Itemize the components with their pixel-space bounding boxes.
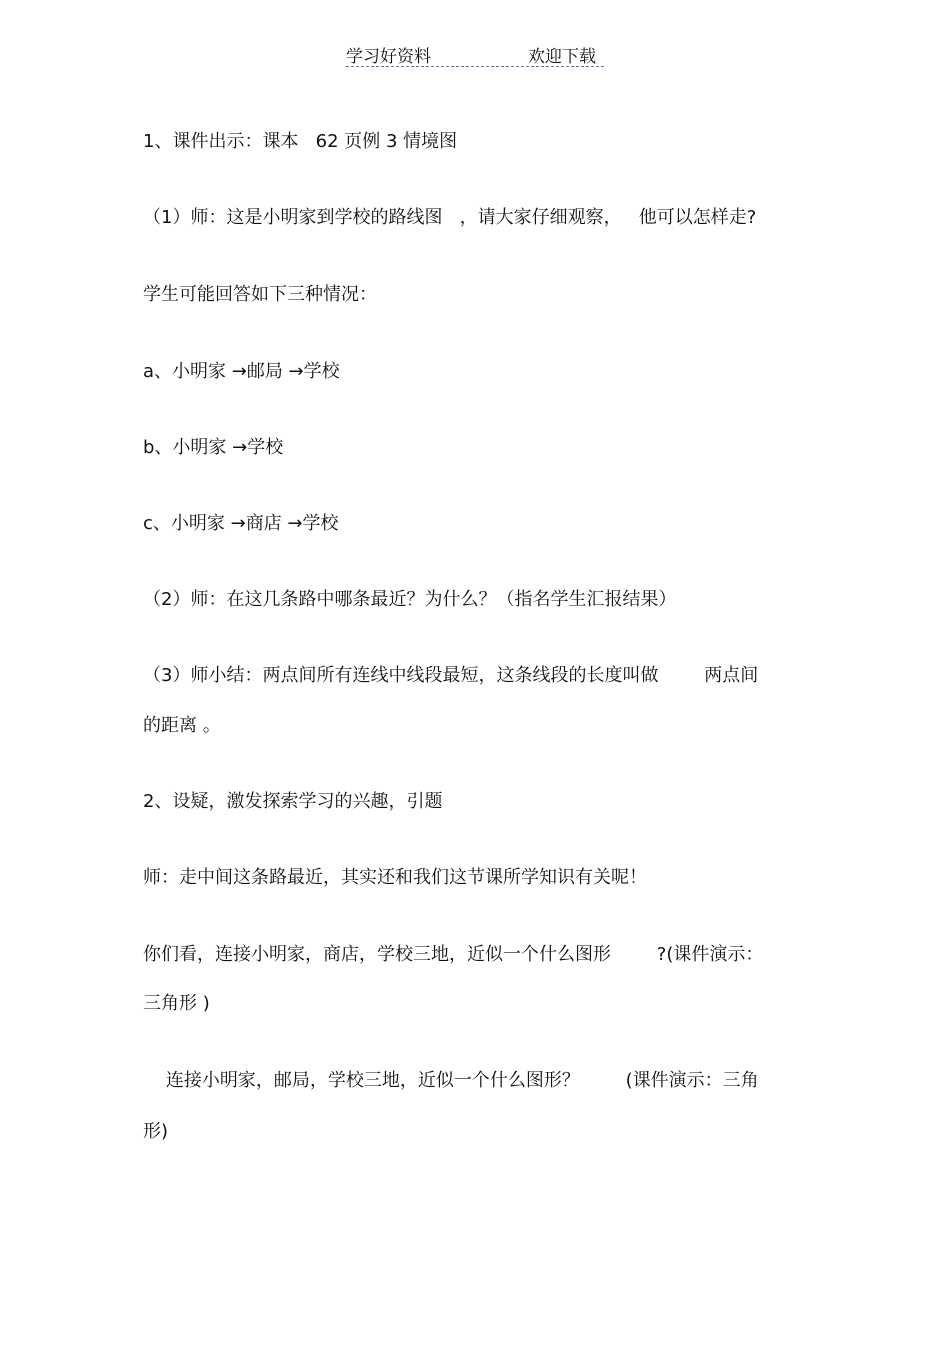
header-right-text: 欢迎下载 bbox=[528, 47, 596, 67]
text-line-6: c、小明家 →商店 →学校 bbox=[143, 513, 339, 534]
text-line-4: a、小明家 →邮局 →学校 bbox=[143, 361, 340, 382]
text-line-14: 连接小明家，邮局，学校三地，近似一个什么图形？ (课件演示：三角 bbox=[143, 1070, 759, 1091]
text-line-8: （3）师小结：两点间所有连线中线段最短，这条线段的长度叫做 两点间 bbox=[143, 665, 759, 686]
page-header bbox=[346, 40, 604, 67]
text-line-13: 三角形 ) bbox=[143, 993, 210, 1014]
text-line-15: 形) bbox=[143, 1121, 169, 1142]
text-line-5: b、小明家 →学校 bbox=[143, 437, 284, 458]
text-line-7: （2）师：在这几条路中哪条最近？为什么？（指名学生汇报结果） bbox=[143, 589, 677, 610]
text-line-1: 1、课件出示：课本 62 页例 3 情境图 bbox=[143, 131, 458, 152]
text-line-2: （1）师：这是小明家到学校的路线图 ，请大家仔细观察， 他可以怎样走? bbox=[143, 207, 757, 228]
text-line-10: 2、设疑，激发探索学习的兴趣，引题 bbox=[143, 791, 443, 812]
text-line-9: 的距离 。 bbox=[143, 715, 221, 736]
header-left-text: 学习好资料 bbox=[346, 47, 431, 67]
text-line-3: 学生可能回答如下三种情况： bbox=[143, 284, 377, 305]
text-line-12: 你们看，连接小明家，商店，学校三地，近似一个什么图形 ?(课件演示： bbox=[143, 944, 764, 965]
text-line-11: 师：走中间这条路最近，其实还和我们这节课所学知识有关呢！ bbox=[143, 867, 647, 888]
